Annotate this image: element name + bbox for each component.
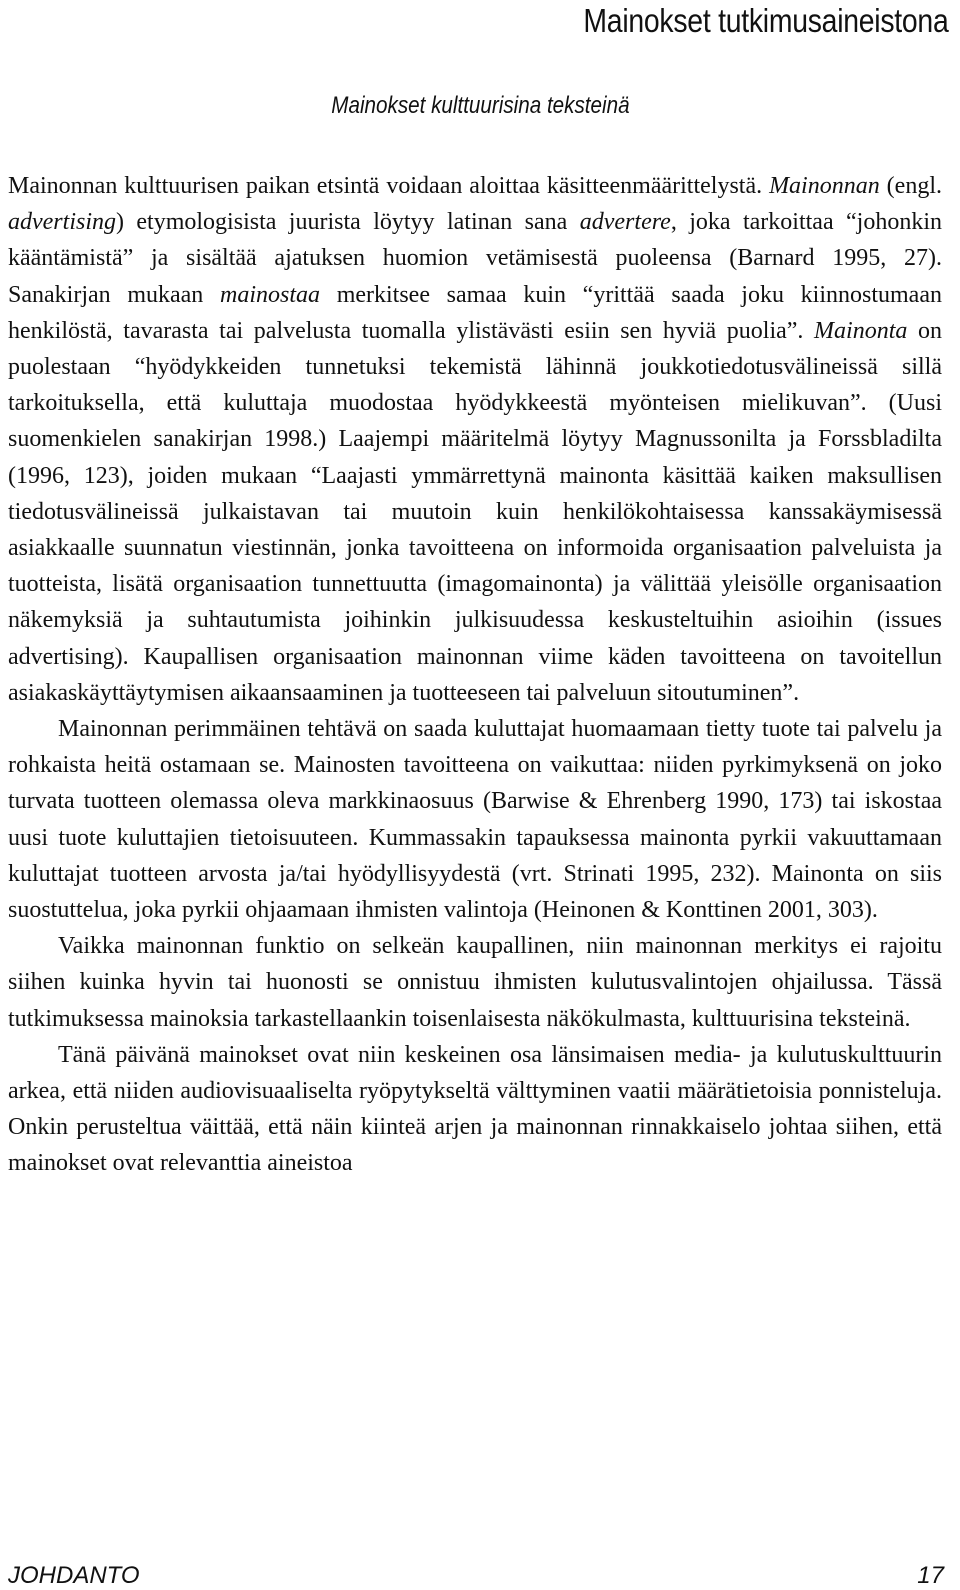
text-run: ) etymologisista juurista löytyy latinan sana: [116, 209, 580, 236]
paragraph: [8, 711, 942, 928]
text-run: merkitsee samaa kuin “yrittää saada joku kiinnostumaan henkilöstä, tavarasta tai palvelusta tuomalla ylistävästi esiin sen hyviä puolia”.: [8, 281, 942, 344]
italic-term: Mainonta: [814, 317, 908, 344]
text-run: on puolestaan “hyödykkeiden tunnetuksi tekemistä lähinnä joukkotiedotusvälineissä sillä tarkoituksella, että kuluttaja muodostaa hyödykkeestä myönteisen mielikuvan”. (Uusi suomenkielen sanakirjan 1998.) Laajempi määritelmä löytyy Magnussonilta ja Forssbladilta (1996, 123), joiden mukaan “Laajasti ymmärrettynä mainonta käsittää kaiken maksullisen tiedotusvälineissä julkaistavan tai muutoin kuin henkilökohtaisessa kanssakäymisessä asiakkaalle suunnatun viestinnän, jonka tavoitteena on informoida organisaation palveluista ja tuotteista, lisätä organisaation tunnettuutta (imagomainonta) ja välittää yleisölle organisaation näkemyksiä ja suhtautumista joihinkin julkisuudessa keskusteltuihin asioihin (issues advertising). Kaupallisen organisaation mainonnan viime käden tavoitteena on tavoitellun asiakaskäyttäytymisen aikaansaaminen ja tuotteeseen tai palveluun sitoutuminen”.: [8, 317, 942, 706]
text-run: Tänä päivänä mainokset ovat niin keskeinen osa länsimaisen media- ja kulutuskulttuurin arkea, että niiden audiovisuaaliselta ryöpytykseltä välttyminen vaatii määrätietoisia ponnisteluja. Onkin perusteltua väittää, että näin kiinteä arjen ja mainonnan rinnakkaiselo johtaa siihen, että mainokset ovat relevanttia aineistoa: [8, 1041, 942, 1177]
italic-term: advertere: [579, 209, 671, 236]
body-text: [8, 168, 942, 1182]
text-run: Mainonnan kulttuurisen paikan etsintä voidaan aloittaa käsitteenmäärittelystä.: [8, 173, 770, 199]
section-heading-text: Mainokset kulttuurisina teksteinä: [330, 92, 630, 119]
italic-term: advertising: [8, 209, 116, 236]
paragraph: [8, 1037, 942, 1182]
text-run: (engl.: [879, 173, 942, 199]
footer-section-label: JOHDANTO: [8, 1562, 140, 1589]
text-run: , joka tarkoittaa “johonkin kääntämistä” ja sisältää ajatuksen huomion vetämisestä puoleensa (Barnard 1995, 27). Sanakirjan mukaan: [8, 209, 942, 308]
page-number: 17: [917, 1562, 944, 1589]
section-heading: [0, 92, 960, 120]
italic-term: Mainonnan: [769, 173, 880, 199]
text-run: Vaikka mainonnan funktio on selkeän kaupallinen, niin mainonnan merkitys ei rajoitu siihen kuinka hyvin tai huonosti se onnistuu ihmisten kulutusvalintojen ohjailussa. Tässä tutkimuksessa mainoksia tarkastellaankin toisenlaisesta näkökulmasta, kulttuurisina teksteinä.: [8, 933, 942, 1032]
text-run: Mainonnan perimmäinen tehtävä on saada kuluttajat huomaamaan tietty tuote tai palvelu ja rohkaista heitä ostamaan se. Mainosten tavoitteena on vaikuttaa: niiden pyrkimyksenä on joko turvata tuotteen olemassa oleva markkinaosuus (Barwise & Ehrenberg 1990, 173) tai iskostaa uusi tuote kuluttajien tietoisuuteen. Kummassakin tapauksessa mainonta pyrkii vakuuttamaan kuluttajat tuotteen arvosta ja/tai hyödyllisyydestä (vrt. Strinati 1995, 232). Mainonta on siis suostuttelua, joka pyrkii ohjaamaan ihmisten valintoja (Heinonen & Konttinen 2001, 303).: [8, 716, 942, 924]
paragraph: [8, 928, 942, 1037]
paragraph: [8, 168, 942, 711]
running-title: Mainokset tutkimusaineistona: [582, 2, 948, 39]
italic-term: mainostaa: [219, 281, 320, 308]
